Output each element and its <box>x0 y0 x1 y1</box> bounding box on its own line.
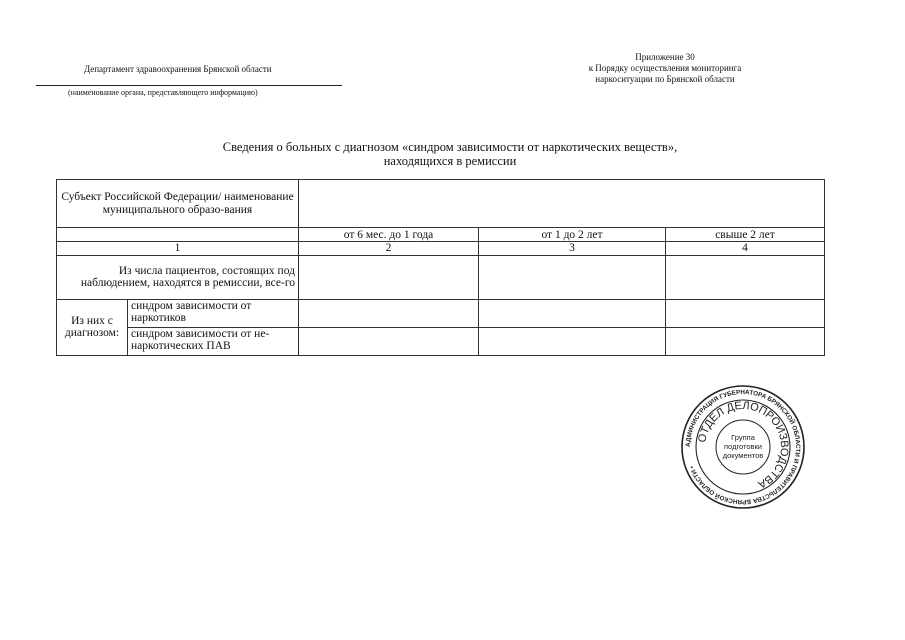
document-title <box>150 140 750 168</box>
data-cell <box>479 299 666 327</box>
stamp-center-line: документов <box>722 451 764 460</box>
data-cell <box>666 327 825 355</box>
stamp-outer-text: АДМИНИСТРАЦИЯ ГУБЕРНАТОРА БРЯНСКОЙ ОБЛАСТИ И ПРАВИТЕЛЬСТВА БРЯНСКОЙ ОБЛАСТИ • <box>684 388 802 506</box>
table-row <box>57 180 825 228</box>
table-row <box>57 255 825 299</box>
data-cell <box>299 299 479 327</box>
stamp-center-line: Группа <box>731 433 755 442</box>
column-number: 4 <box>666 242 825 256</box>
department-stamp <box>680 384 806 510</box>
table-row <box>57 228 825 242</box>
sub-row-label: синдром зависимости от не-наркотических ПАВ <box>128 327 299 355</box>
column-header: от 6 мес. до 1 года <box>299 228 479 242</box>
data-cell <box>299 327 479 355</box>
stamp-center-line: подготовки <box>724 442 762 451</box>
table-row <box>57 327 825 355</box>
remission-table <box>56 179 825 356</box>
data-cell <box>299 255 479 299</box>
appendix-line: к Порядку осуществления мониторинга <box>588 63 742 73</box>
data-cell <box>666 255 825 299</box>
column-number: 1 <box>57 242 299 256</box>
row-label-total: Из числа пациентов, состоящих под наблюдением, находятся в ремиссии, все-го <box>57 255 299 299</box>
title-line: находящихся в ремиссии <box>383 154 517 168</box>
title-line: Сведения о больных с диагнозом «синдром зависимости от наркотических веществ», <box>222 140 678 154</box>
subject-header-cell: Субъект Российской Федерации/ наименование муниципального образо-вания <box>57 180 299 228</box>
table-row <box>57 299 825 327</box>
blank-cell <box>57 228 299 242</box>
column-header: свыше 2 лет <box>666 228 825 242</box>
group-label: Из них с диагнозом: <box>57 299 128 355</box>
sub-row-label: синдром зависимости от наркотиков <box>128 299 299 327</box>
appendix-note <box>560 52 770 85</box>
blank-cell <box>299 180 825 228</box>
table-row <box>57 242 825 256</box>
appendix-line: Приложение 30 <box>635 52 695 62</box>
appendix-line: наркоситуации по Брянской области <box>595 74 735 84</box>
data-cell <box>479 255 666 299</box>
data-cell <box>666 299 825 327</box>
organization-caption: (наименование органа, представляющего информацию) <box>68 88 258 97</box>
stamp-ring-text: ОТДЕЛ ДЕЛОПРОИЗВОДСТВА <box>696 399 791 491</box>
column-header: от 1 до 2 лет <box>479 228 666 242</box>
data-cell <box>479 327 666 355</box>
column-number: 3 <box>479 242 666 256</box>
organization-name: Департамент здравоохранения Брянской области <box>84 64 272 74</box>
column-number: 2 <box>299 242 479 256</box>
organization-underline <box>36 85 342 86</box>
